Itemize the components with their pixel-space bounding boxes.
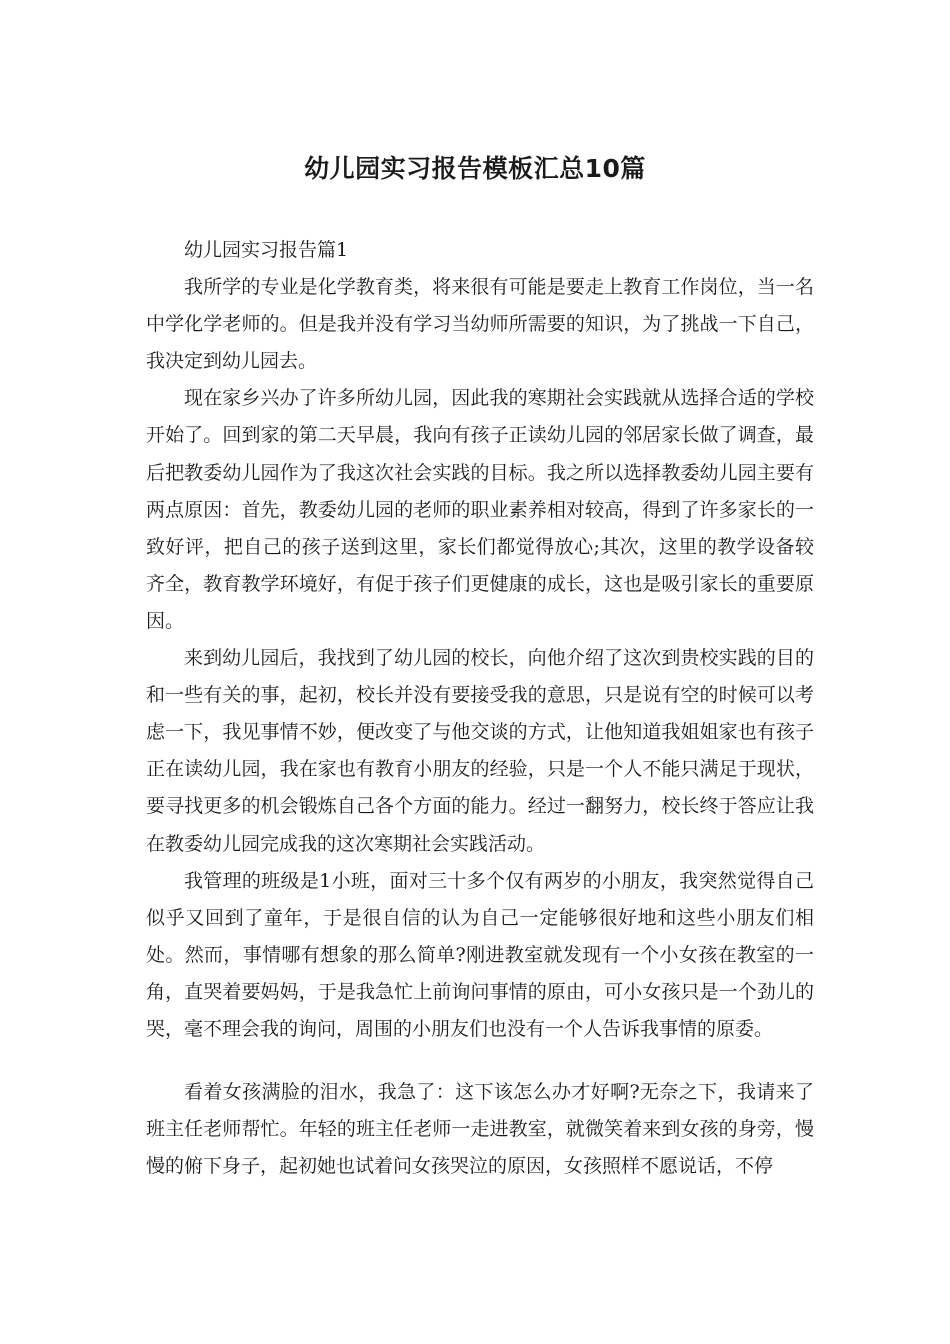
paragraph-4: 我管理的班级是1小班，面对三十多个仅有两岁的小朋友，我突然觉得自己似乎又回到了童年，于是很自信的认为自己一定能够很好地和这些小朋友们相处。然而，事情哪有想象的那么简单?刚进教室就发现有一个小女孩在教室的一角，直哭着要妈妈，于是我急忙上前询问事情的原由，可小女孩只是一个劲儿的哭，毫不理会我的询问，周围的小朋友们也没有一个人告诉我事情的原委。 [146,869,814,1040]
document-title: 幼儿园实习报告模板汇总10篇 [304,154,646,183]
paragraph-1: 我所学的专业是化学教育类，将来很有可能是要走上教育工作岗位，当一名中学化学老师的。但是我并没有学习当幼师所需要的知识，为了挑战一下自己，我决定到幼儿园去。 [146,276,814,373]
section-heading: 幼儿园实习报告篇1 [184,239,349,261]
paragraph-5: 看着女孩满脸的泪水，我急了：这下该怎么办才好啊?无奈之下，我请来了班主任老师帮忙。年轻的班主任老师一走进教室，就微笑着来到女孩的身旁，慢慢的俯下身子，起初她也试着问女孩哭泣的原因，女孩照样不愿说话，不停 [146,1081,814,1178]
paragraph-2: 现在家乡兴办了许多所幼儿园，因此我的寒期社会实践就从选择合适的学校开始了。回到家的第二天早晨，我向有孩子正读幼儿园的邻居家长做了调查，最后把教委幼儿园作为了我这次社会实践的目标。我之所以选择教委幼儿园主要有两点原因：首先，教委幼儿园的老师的职业素养相对较高，得到了许多家长的一致好评，把自己的孩子送到这里，家长们都觉得放心;其次，这里的教学设备较齐全，教育教学环境好，有促于孩子们更健康的成长，这也是吸引家长的重要原因。 [146,387,814,632]
paragraph-3: 来到幼儿园后，我找到了幼儿园的校长，向他介绍了这次到贵校实践的目的和一些有关的事，起初，校长并没有要接受我的意思，只是说有空的时候可以考虑一下，我见事情不妙，便改变了与他交谈的方式，让他知道我姐姐家也有孩子正在读幼儿园，我在家也有教育小朋友的经验，只是一个人不能只满足于现状，要寻找更多的机会锻炼自己各个方面的能力。经过一翻努力，校长终于答应让我在教委幼儿园完成我的这次寒期社会实践活动。 [146,647,814,855]
document-body [146,232,814,1185]
